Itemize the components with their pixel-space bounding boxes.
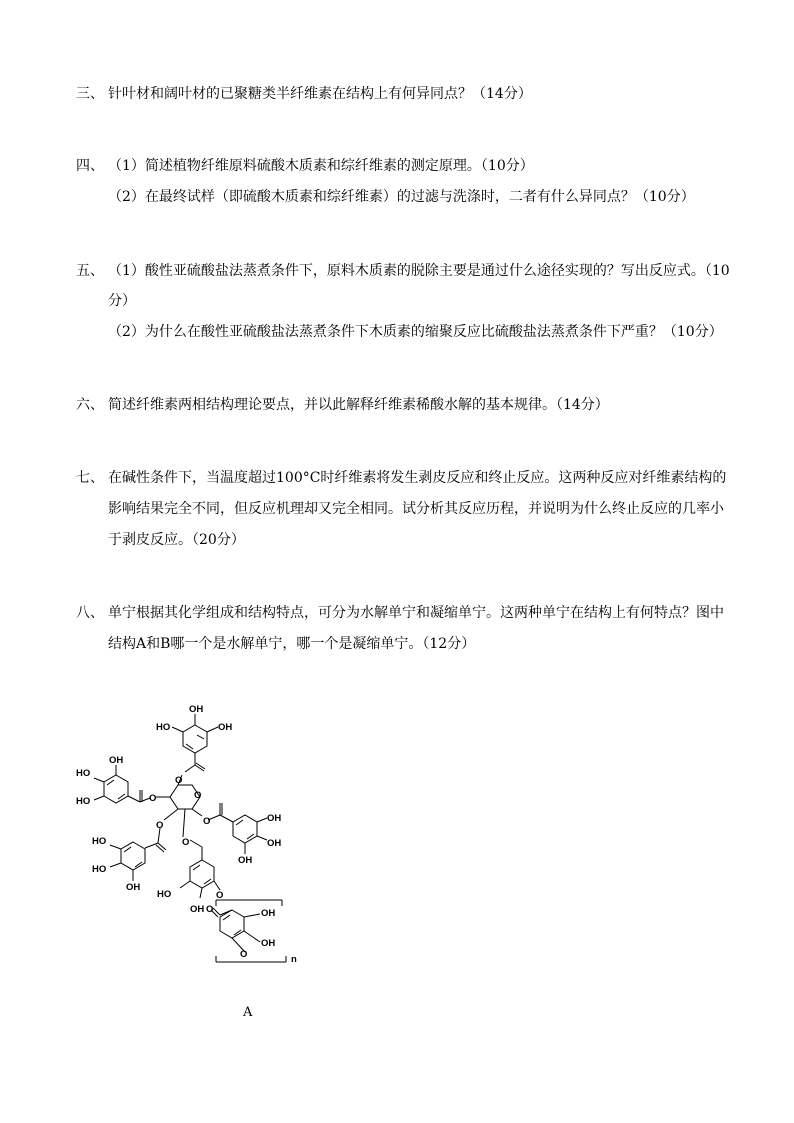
question-text: 简述纤维素两相结构理论要点，并以此解释纤维素稀酸水解的基本规律。（14分） bbox=[108, 397, 609, 413]
atom-label: O bbox=[182, 837, 190, 848]
atom-label: OH bbox=[189, 704, 204, 715]
question-number: 四、 bbox=[76, 158, 104, 174]
atom-label: O bbox=[149, 793, 157, 804]
question-text: 分） bbox=[108, 293, 136, 309]
atom-label: OH bbox=[261, 938, 276, 949]
atom-label: O bbox=[203, 816, 211, 827]
atom-label: OH bbox=[238, 855, 253, 866]
question-text: （1）简述植物纤维原料硫酸木质素和综纤维素的测定原理。（10分） bbox=[108, 158, 534, 174]
question-text: 于剥皮反应。（20分） bbox=[108, 532, 245, 548]
atom-label: HO bbox=[92, 836, 107, 847]
tannin-structure-a bbox=[70, 700, 320, 975]
atom-label: HO bbox=[92, 864, 107, 875]
question-text: 针叶材和阔叶材的已聚糖类半纤维素在结构上有何异同点？（14分） bbox=[108, 86, 532, 102]
atom-label: OH bbox=[261, 908, 276, 919]
atom-label: OH bbox=[190, 904, 205, 915]
atom-label: HO bbox=[156, 722, 171, 733]
question-number: 五、 bbox=[76, 263, 104, 279]
question-text: 单宁根据其化学组成和结构特点，可分为水解单宁和凝缩单宁。这两种单宁在结构上有何特点？图中 bbox=[108, 605, 724, 621]
question-text: （2）在最终试样（即硫酸木质素和综纤维素）的过滤与洗涤时，二者有什么异同点？（10分） bbox=[108, 189, 695, 205]
atom-label: O bbox=[156, 820, 164, 831]
atom-label: HO bbox=[157, 889, 172, 900]
question-text: 影响结果完全不同，但反应机理却又完全相同。试分析其反应历程，并说明为什么终止反应的几率小 bbox=[108, 501, 724, 517]
atom-label: O bbox=[240, 949, 248, 960]
question-number: 三、 bbox=[76, 86, 104, 102]
question-text: 结构A和B哪一个是水解单宁，哪一个是凝缩单宁。（12分） bbox=[108, 636, 476, 652]
atom-label: OH bbox=[218, 722, 233, 733]
atom-label: n bbox=[291, 954, 297, 965]
question-text: （2）为什么在酸性亚硫酸盐法蒸煮条件下木质素的缩聚反应比硫酸盐法蒸煮条件下严重？（10分） bbox=[108, 324, 723, 340]
atom-label: OH bbox=[126, 882, 141, 893]
question-text: 在碱性条件下，当温度超过100°C时纤维素将发生剥皮反应和终止反应。这两种反应对纤维素结构的 bbox=[108, 470, 727, 486]
figure-label: A bbox=[243, 1005, 253, 1020]
question-text: （1）酸性亚硫酸盐法蒸煮条件下，原料木质素的脱除主要是通过什么途径实现的？写出反应式。（10 bbox=[108, 263, 730, 279]
atom-label: O bbox=[216, 890, 224, 901]
atom-label: HO bbox=[76, 796, 91, 807]
atom-label: O bbox=[175, 775, 183, 786]
atom-label: HO bbox=[76, 768, 91, 779]
atom-label: OH bbox=[267, 813, 282, 824]
atom-label: O bbox=[206, 904, 214, 915]
question-number: 六、 bbox=[76, 397, 104, 413]
question-number: 八、 bbox=[76, 605, 104, 621]
atom-label: OH bbox=[267, 838, 282, 849]
atom-label: OH bbox=[109, 755, 124, 766]
atom-label: O bbox=[194, 790, 202, 801]
question-number: 七、 bbox=[76, 470, 104, 486]
